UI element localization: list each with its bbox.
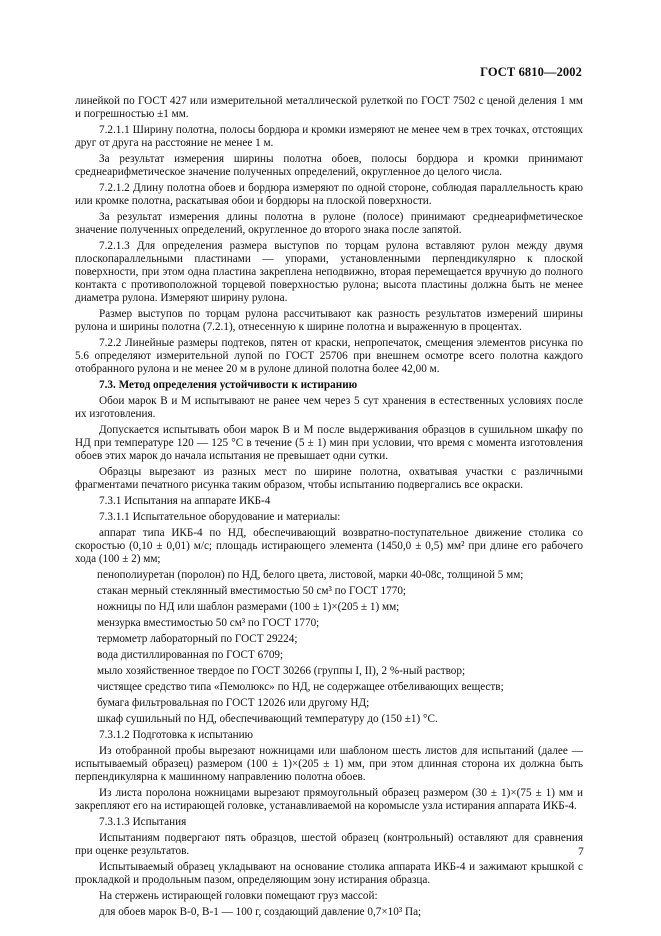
paragraph: 7.2.1.1 Ширину полотна, полосы бордюра и кромки измеряют не менее чем в трех точках, отстоящих друг от друга на расстояние не менее 1 м. <box>75 124 583 149</box>
paragraph: Образцы вырезают из разных мест по ширине полотна, охватывая участки с различными фрагментами печатного рисунка таким образом, чтобы испытанию подвергались все окраски. <box>75 466 583 491</box>
list-item: вода дистиллированная по ГОСТ 6709; <box>97 649 284 661</box>
subsection-heading: 7.3.1.3 Испытания <box>99 816 187 828</box>
document-header: ГОСТ 6810—2002 <box>480 65 582 79</box>
paragraph: За результат измерения длины полотна в рулоне (полосе) принимают среднеарифметическое значение полученных определений, округленное до второго знака после запятой. <box>75 211 583 236</box>
paragraph: 7.2.1.3 Для определения размера выступов по торцам рулона вставляют рулон между двумя плоскопараллельными пластинами — упорами, установленными перпендикулярно к плоской поверхности, при этом одна пластина закреплена неподвижно, вторая перемещается вручную до полного контакта с противоположной торцевой поверхностью рулона; высота пластины должна быть не менее диаметра рулона. Измеряют ширину рулона. <box>75 240 583 304</box>
paragraph: На стержень истирающей головки помещают груз массой: <box>99 890 378 902</box>
list-item: мензурка вместимостью 50 см³ по ГОСТ 1770; <box>97 617 320 629</box>
section-heading: 7.3. Метод определения устойчивости к истиранию <box>99 379 358 391</box>
list-item: ножницы по НД или шаблон размерами (100 ± 1)×(205 ± 1) мм; <box>97 601 400 613</box>
paragraph: аппарат типа ИКБ-4 по НД, обеспечивающий возвратно-поступательное движение столика со скоростью (0,10 ± 0,01) м/с; площадь истирающего элемента (1450,0 ± 0,5) мм² при длине его рабочего хода (100 ± 2) мм; <box>75 527 583 565</box>
paragraph: Обои марок В и М испытывают не ранее чем через 5 сут хранения в естественных условиях после их изготовления. <box>75 395 583 420</box>
list-item: бумага фильтровальная по ГОСТ 12026 или другому НД; <box>97 697 370 709</box>
paragraph: Из листа поролона ножницами вырезают прямоугольный образец размером (30 ± 1)×(75 ± 1) мм и закрепляют его на истирающей головке, устанавливаемой на коромысле узла истирания аппарата ИКБ-4. <box>75 787 583 812</box>
list-item: шкаф сушильный по НД, обеспечивающий температуру до (150 ±1) °С. <box>97 713 438 725</box>
list-item: чистящее средство типа «Пемолюкс» по НД, не содержащее отбеливающих веществ; <box>97 681 504 693</box>
list-item: стакан мерный стеклянный вместимостью 50 см³ по ГОСТ 1770; <box>97 585 407 597</box>
list-item: мыло хозяйственное твердое по ГОСТ 30266 (группы I, II), 2 %-ный раствор; <box>97 665 466 677</box>
paragraph: Из отобранной пробы вырезают ножницами или шаблоном шесть листов для испытаний (далее — испытываемый образец) размером (100 ± 1)×(205 ± 1) мм, при этом длинная сторона их должна быть перпендикулярна к машинному направлению полотна обоев. <box>75 745 583 783</box>
document-body <box>75 95 583 922</box>
paragraph: Размер выступов по торцам рулона рассчитывают как разность результатов измерений ширины рулона и ширины полотна (7.2.1), отнесенную к ширине полотна и выраженную в процентах. <box>75 308 583 333</box>
list-item: пенополиуретан (поролон) по НД, белого цвета, листовой, марки 40-08с, толщиной 5 мм; <box>97 569 524 581</box>
paragraph: 7.2.2 Линейные размеры подтеков, пятен от краски, непропечаток, смещения элементов рисунка по 5.6 определяют измерительной лупой по ГОСТ 25706 при внешнем осмотре всего полотна каждого отобранного рулона и не менее 20 м в рулоне длиной полотна более 42,00 м. <box>75 337 583 375</box>
paragraph: За результат измерения ширины полотна обоев, полосы бордюра и кромки принимают среднеарифметическое значение полученных определений, округленное до целого числа. <box>75 153 583 178</box>
subsection-heading: 7.3.1.1 Испытательное оборудование и материалы: <box>99 511 341 523</box>
subsection-heading: 7.3.1 Испытания на аппарате ИКБ-4 <box>99 495 271 507</box>
paragraph: Испытаниям подвергают пять образцов, шестой образец (контрольный) оставляют для сравнения при оценке результатов. <box>75 832 583 857</box>
subsection-heading: 7.3.1.2 Подготовка к испытанию <box>99 729 254 741</box>
list-item: термометр лабораторный по ГОСТ 29224; <box>97 633 298 645</box>
paragraph: для обоев марок В-0, В-1 — 100 г, создающий давление 0,7×10³ Па; <box>99 906 422 918</box>
page-number: 7 <box>578 846 584 858</box>
paragraph: 7.2.1.2 Длину полотна обоев и бордюра измеряют по одной стороне, соблюдая параллельность краю или кромке полотна, раскатывая обои и бордюры на плоской поверхности. <box>75 182 583 207</box>
paragraph: линейкой по ГОСТ 427 или измерительной металлической рулеткой по ГОСТ 7502 с ценой деления 1 мм и погрешностью ±1 мм. <box>75 95 583 120</box>
paragraph: Допускается испытывать обои марок В и М после выдерживания образцов в сушильном шкафу по НД при температуре 120 — 125 °С в течение (5 ± 1) мин при условии, что время с момента изготовления обоев этих марок до начала испытания не превышает одни сутки. <box>75 424 583 462</box>
paragraph: Испытываемый образец укладывают на основание столика аппарата ИКБ-4 и зажимают крышкой с прокладкой и продольным пазом, определяющим зону истирания образца. <box>75 861 583 886</box>
